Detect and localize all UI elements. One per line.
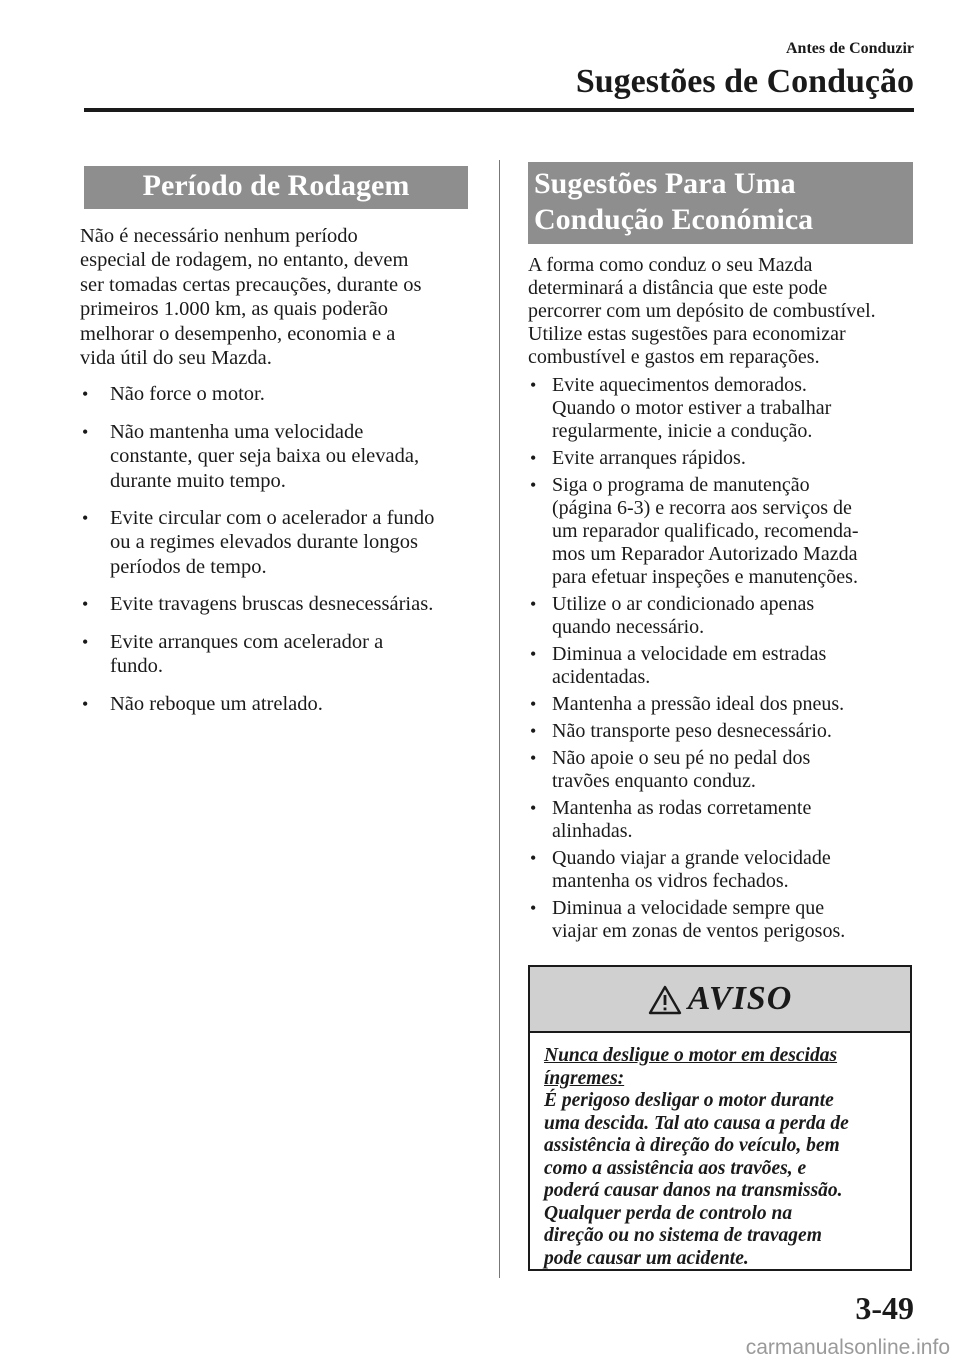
bullet-line: Evite arranques com acelerador a [110, 630, 384, 653]
intro-line: A forma como conduz o seu Mazda [528, 254, 813, 276]
economy-intro [528, 254, 918, 369]
right-column [528, 162, 918, 947]
intro-line: Utilize estas sugestões para economizar [528, 323, 846, 345]
list-item [528, 643, 918, 689]
bullet-line: Diminua a velocidade sempre que [552, 897, 825, 919]
intro-line: percorrer com um depósito de combustível. [528, 300, 876, 322]
bullet-icon: • [530, 694, 537, 714]
warning-subtitle: Nunca desligue o motor em descidas [544, 1045, 838, 1066]
bullet-line: Mantenha as rodas corretamente [552, 797, 812, 819]
list-item [528, 374, 918, 443]
bullet-line: fundo. [110, 655, 163, 678]
bullet-icon: • [82, 594, 89, 615]
bullet-line: Diminua a velocidade em estradas [552, 643, 827, 665]
economy-bullets [528, 374, 918, 943]
bullet-line: travões enquanto conduz. [552, 770, 756, 792]
warning-subtitle: íngremes: [544, 1067, 625, 1089]
warning-triangle-icon [648, 985, 682, 1015]
bullet-line: Mantenha a pressão ideal dos pneus. [552, 693, 845, 715]
watermark: carmanualsonline.info [745, 1336, 950, 1359]
list-item [528, 747, 918, 793]
breakin-bullets [80, 382, 472, 715]
bullet-line: períodos de tempo. [110, 555, 267, 578]
bullet-line: mantenha os vidros fechados. [552, 870, 789, 892]
bullet-icon: • [530, 848, 537, 868]
bullet-icon: • [530, 448, 537, 468]
warning-body [530, 1033, 910, 1270]
intro-line: Não é necessário nenhum período [80, 225, 358, 247]
bullet-line: ou a regimes elevados durante longos [110, 531, 418, 554]
bullet-line: constante, quer seja baixa ou elevada, [110, 445, 420, 468]
bullet-icon: • [82, 631, 89, 652]
bullet-line: Evite arranques rápidos. [552, 447, 746, 469]
bullet-icon: • [530, 375, 537, 395]
section-title: Sugestões de Condução [575, 63, 914, 100]
list-item [528, 847, 918, 893]
warning-line: É perigoso desligar o motor durante [544, 1090, 834, 1111]
bullet-line: Utilize o ar condicionado apenas [552, 593, 815, 615]
list-item [80, 592, 472, 616]
economy-heading [528, 162, 913, 244]
warning-line: uma descida. Tal ato causa a perda de [544, 1112, 849, 1134]
heading-line: Condução Económica [534, 203, 814, 236]
bullet-icon: • [82, 421, 89, 442]
intro-line: primeiros 1.000 km, as quais poderão [80, 298, 389, 321]
bullet-line: Quando viajar a grande velocidade [552, 847, 831, 869]
bullet-line: Quando o motor estiver a trabalhar [552, 397, 832, 419]
list-item [528, 474, 918, 589]
bullet-icon: • [82, 508, 89, 529]
bullet-line: Não mantenha uma velocidade [110, 420, 364, 443]
bullet-line: Não apoie o seu pé no pedal dos [552, 747, 811, 769]
breakin-intro [80, 224, 472, 370]
intro-line: melhorar o desempenho, economia e a [80, 322, 396, 345]
intro-line: determinará a distância que este pode [528, 277, 828, 299]
column-divider [499, 160, 500, 1278]
bullet-icon: • [530, 748, 537, 768]
list-item [80, 692, 472, 716]
bullet-line: Não transporte peso desnecessário. [552, 720, 832, 742]
warning-line: direção ou no sistema de travagem [544, 1225, 822, 1246]
bullet-line: Evite circular com o acelerador a fundo [110, 507, 435, 530]
bullet-icon: • [82, 693, 89, 714]
bullet-line: mos um Reparador Autorizado Mazda [552, 543, 858, 565]
intro-line: especial de rodagem, no entanto, devem [80, 249, 409, 272]
bullet-icon: • [530, 594, 537, 614]
bullet-icon: • [82, 384, 89, 405]
bullet-line: para efetuar inspeções e manutenções. [552, 566, 858, 588]
bullet-line: viajar em zonas de ventos perigosos. [552, 920, 846, 942]
bullet-line: durante muito tempo. [110, 469, 286, 492]
warning-title: AVISO [687, 980, 793, 1017]
bullet-line: regularmente, inicie a condução. [552, 420, 813, 442]
bullet-line: Não force o motor. [110, 383, 265, 406]
list-item [80, 506, 472, 579]
warning-line: poderá causar danos na transmissão. [544, 1180, 843, 1201]
list-item [528, 797, 918, 843]
bullet-icon: • [530, 644, 537, 664]
bullet-line: alinhadas. [552, 820, 633, 842]
list-item [80, 420, 472, 493]
bullet-line: Evite travagens bruscas desnecessárias. [110, 593, 434, 616]
bullet-line: Não reboque um atrelado. [110, 692, 323, 715]
bullet-icon: • [530, 798, 537, 818]
intro-line: vida útil do seu Mazda. [80, 347, 272, 370]
bullet-line: (página 6-3) e recorra aos serviços de [552, 497, 852, 519]
list-item [528, 447, 918, 470]
list-item [80, 382, 472, 406]
bullet-line: Evite aquecimentos demorados. [552, 374, 807, 396]
list-item [528, 593, 918, 639]
warning-box [528, 965, 912, 1271]
list-item [528, 897, 918, 943]
header-rule [84, 108, 914, 112]
warning-line: Qualquer perda de controlo na [544, 1202, 793, 1224]
list-item [80, 630, 472, 679]
bullet-line: um reparador qualificado, recomenda- [552, 520, 859, 542]
page-number: 3-49 [855, 1290, 914, 1326]
warning-line: pode causar um acidente. [544, 1247, 749, 1269]
intro-line: ser tomadas certas precauções, durante os [80, 273, 422, 296]
bullet-icon: • [530, 898, 537, 918]
warning-line: assistência à direção do veículo, bem [544, 1135, 840, 1156]
bullet-line: quando necessário. [552, 616, 705, 638]
list-item [528, 693, 918, 716]
intro-line: combustível e gastos em reparações. [528, 346, 820, 368]
heading-line: Sugestões Para Uma [534, 167, 796, 200]
warning-header [530, 967, 910, 1033]
bullet-line: Siga o programa de manutenção [552, 474, 810, 496]
bullet-icon: • [530, 721, 537, 741]
breakin-heading: Período de Rodagem [84, 166, 468, 209]
left-column [80, 166, 472, 729]
chapter-title: Antes de Conduzir [785, 40, 914, 57]
warning-line: como a assistência aos travões, e [544, 1157, 807, 1179]
bullet-icon: • [530, 475, 537, 495]
list-item [528, 720, 918, 743]
bullet-line: acidentadas. [552, 666, 651, 688]
